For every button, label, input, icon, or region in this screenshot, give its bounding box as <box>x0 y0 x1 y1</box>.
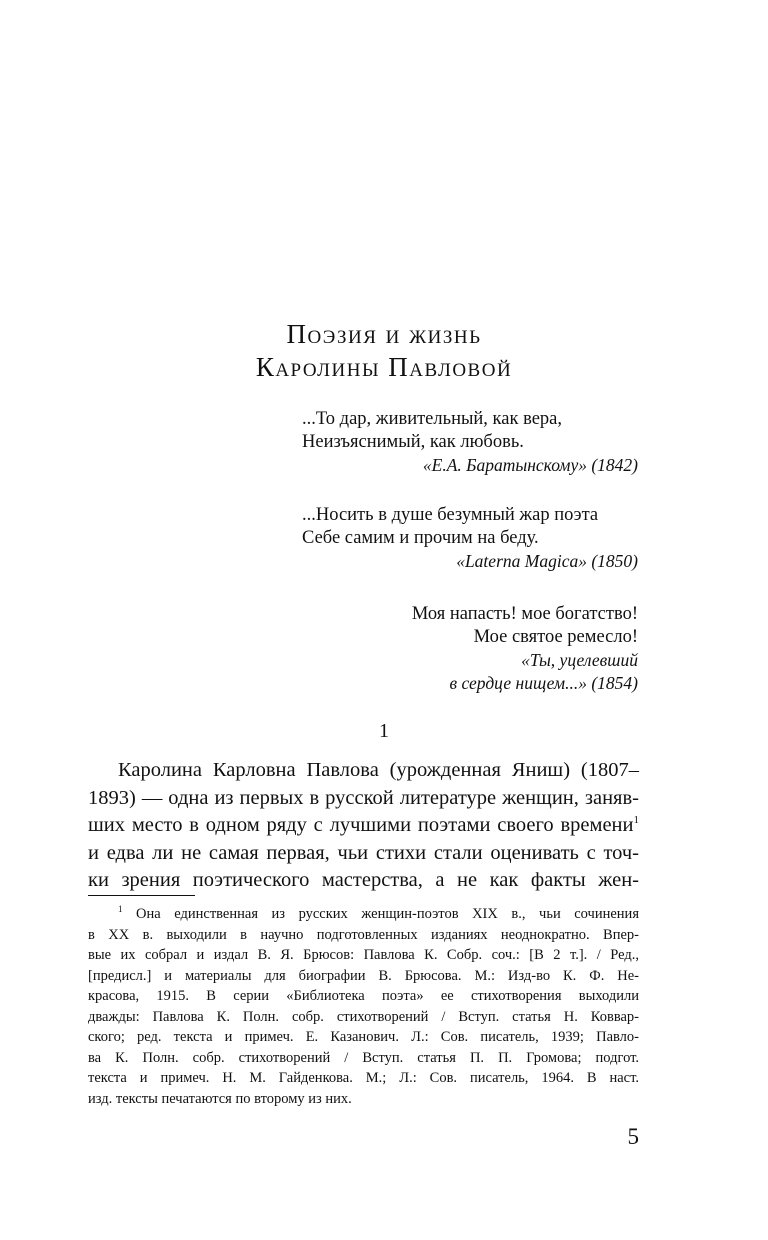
chapter-title <box>0 318 768 384</box>
footnote-line-text: Она единственная из русских женщин-поэтов XIX в., чьи сочинения <box>136 906 639 922</box>
footnote-reference[interactable]: 1 <box>633 814 639 826</box>
footnote-line <box>88 904 639 925</box>
epigraph-line: Неизъяснимый, как любовь. <box>302 432 524 452</box>
footnote-line: текста и примеч. Н. М. Гайденкова. М.; Л.: Сов. писатель, 1964. В наст. <box>88 1070 639 1086</box>
epigraph-source: «Ты, уцелевший <box>521 650 638 670</box>
body-paragraph <box>88 757 639 895</box>
chapter-title-line-2: Каролины Павловой <box>255 352 513 382</box>
epigraph-line: Себе самим и прочим на беду. <box>302 528 539 548</box>
epigraph-source: в сердце нищем...» (1854) <box>449 673 638 693</box>
body-line: и едва ли не самая первая, чьи стихи стали оценивать с точ- <box>88 841 639 864</box>
epigraph-source: «Laterna Magica» (1850) <box>456 551 638 571</box>
footnote-line: вые их собрал и издал В. Я. Брюсов: Павлова К. Собр. соч.: [В 2 т.]. / Ред., <box>88 947 639 963</box>
footnote-line: ского; ред. текста и примеч. Е. Казанович. Л.: Сов. писатель, 1939; Павло- <box>88 1029 639 1045</box>
footnote-line: изд. тексты печатаются по второму из них. <box>88 1090 352 1107</box>
body-line: Каролина Карловна Павлова (урожденная Яниш) (1807– <box>118 759 639 781</box>
body-line: ки зрения поэтического мастерства, а не как факты жен- <box>88 869 639 891</box>
footnote-line: красова, 1915. В серии «Библиотека поэта» ее стихотворения выходили <box>88 988 639 1004</box>
body-line: 1893) — одна из первых в русской литературе женщин, заняв- <box>88 786 639 809</box>
footnote-line: ва К. Полн. собр. стихотворений / Вступ. статья П. П. Громова; подгот. <box>88 1049 639 1066</box>
footnote-line: [предисл.] и материалы для биографии В. Брюсова. М.: Изд-во К. Ф. Не- <box>88 967 639 984</box>
footnote <box>88 904 639 1109</box>
body-line <box>88 812 639 840</box>
epigraph-3 <box>302 603 638 695</box>
body-line-text: ших место в одном ряду с лучшими поэтами своего времени <box>88 814 634 836</box>
page-number: 5 <box>627 1124 639 1149</box>
footnote-line: в XX в. выходили в научно подготовленных изданиях неоднократно. Впер- <box>88 926 639 943</box>
footnote-marker: 1 <box>118 904 123 914</box>
footnote-line: дважды: Павлова К. Полн. собр. стихотворений / Вступ. статья Н. Коввар- <box>88 1008 639 1025</box>
footnote-divider <box>88 895 195 896</box>
section-number: 1 <box>379 720 389 742</box>
epigraph-line: Мое святое ремесло! <box>473 627 638 647</box>
epigraph-line: Моя напасть! мое богатство! <box>411 604 638 624</box>
epigraph-1 <box>302 408 638 477</box>
chapter-title-line-1: Поэзия и жизнь <box>286 319 482 349</box>
epigraph-line: ...Носить в душе безумный жар поэта <box>302 505 599 525</box>
epigraph-line: ...То дар, живительный, как вера, <box>302 409 563 429</box>
epigraph-source: «Е.А. Баратынскому» (1842) <box>422 455 638 475</box>
epigraph-2 <box>302 504 638 573</box>
